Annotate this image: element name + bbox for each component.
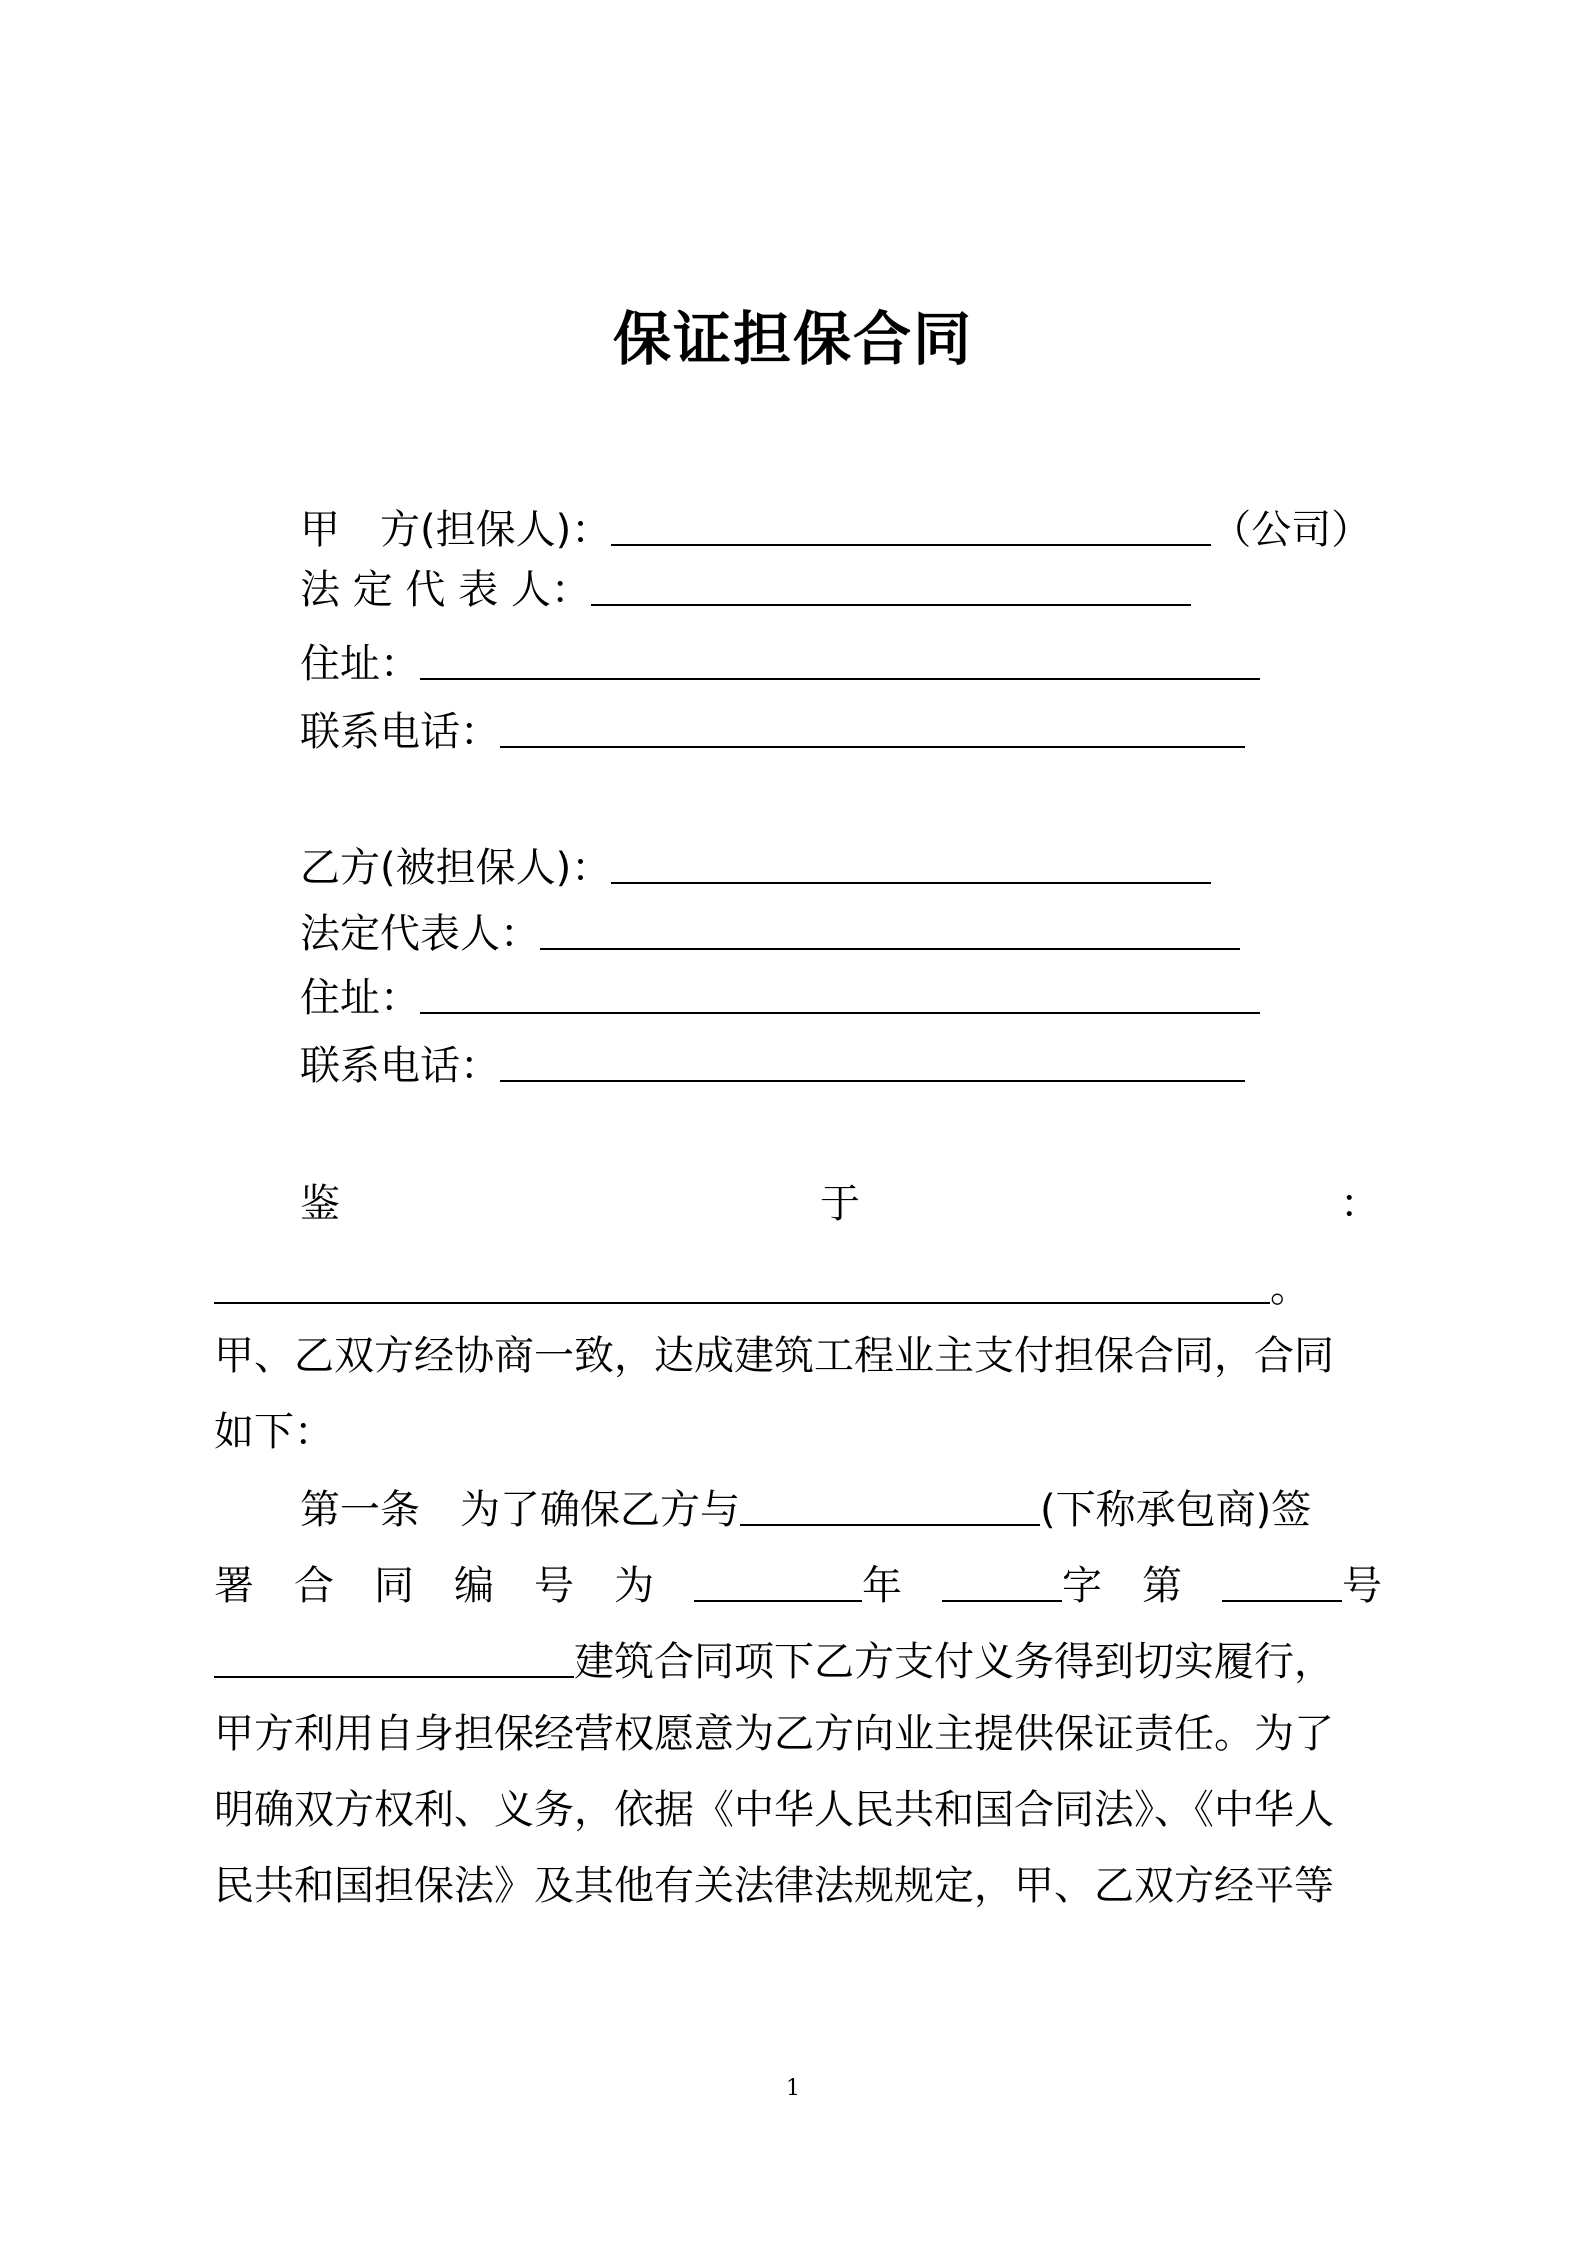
party-a-legal-rep-label: 法 定 代 表 人： xyxy=(300,567,591,613)
character-group xyxy=(942,1560,1102,1612)
number-group xyxy=(1222,1560,1382,1612)
page-number: 1 xyxy=(786,2076,800,2101)
whereas-blank-row xyxy=(214,1262,1310,1314)
article-1-seg-1: 第一条 为了确保乙方与 xyxy=(300,1487,740,1533)
article-1-year: 年 xyxy=(862,1563,902,1609)
party-b-label: 乙方(被担保人)： xyxy=(300,845,612,891)
article-1-char-5: 为 xyxy=(614,1563,654,1609)
party-a-phone-label: 联系电话： xyxy=(300,709,500,755)
party-b-legal-rep-blank[interactable] xyxy=(540,944,1240,950)
year-group xyxy=(694,1560,902,1612)
party-b-legal-rep-label: 法定代表人： xyxy=(300,911,540,957)
article-1-line-5: 明确双方权利、义务，依据《中华人民共和国合同法》、《中华人 xyxy=(214,1787,1334,1833)
article-1-char-1: 合 xyxy=(294,1563,334,1609)
party-b-address-row xyxy=(300,972,1260,1024)
party-b-legal-rep-row xyxy=(300,908,1240,960)
whereas-end-mark: 。 xyxy=(1270,1265,1310,1311)
character-blank[interactable] xyxy=(942,1596,1062,1602)
party-a-phone-row xyxy=(300,706,1245,758)
article-1-line-1 xyxy=(300,1484,1311,1536)
party-a-label: 甲 方(担保人)： xyxy=(300,507,612,553)
party-a-legal-rep-row xyxy=(300,564,1191,616)
party-b-address-label: 住址： xyxy=(300,975,420,1021)
article-1-hao: 号 xyxy=(1342,1563,1382,1609)
article-1-seg-2: (下称承包商)签 xyxy=(1040,1487,1312,1533)
whereas-char-1: 鉴 xyxy=(300,1181,340,1227)
party-b-phone-label: 联系电话： xyxy=(300,1043,500,1089)
party-a-address-blank[interactable] xyxy=(420,674,1260,680)
article-1-zi: 字 xyxy=(1062,1563,1102,1609)
party-a-legal-rep-blank[interactable] xyxy=(591,600,1191,606)
intro-line-1: 甲、乙双方经协商一致，达成建筑工程业主支付担保合同，合同 xyxy=(214,1333,1334,1379)
party-a-row xyxy=(300,504,1371,556)
contract-number-blank[interactable] xyxy=(214,1672,574,1678)
whereas-char-2: 于 xyxy=(820,1181,860,1227)
party-b-name-blank[interactable] xyxy=(611,878,1211,884)
whereas-row xyxy=(300,1178,1380,1230)
contractor-blank[interactable] xyxy=(740,1520,1040,1526)
article-1-char-2: 同 xyxy=(374,1563,414,1609)
article-1-seg-7: 建筑合同项下乙方支付义务得到切实履行， xyxy=(574,1639,1334,1685)
party-b-address-blank[interactable] xyxy=(420,1008,1260,1014)
article-1-char-3: 编 xyxy=(454,1563,494,1609)
article-1-line-6: 民共和国担保法》及其他有关法律法规规定，甲、乙双方经平等 xyxy=(214,1863,1334,1909)
party-a-address-row xyxy=(300,638,1260,690)
article-1-line-2 xyxy=(214,1560,1382,1612)
document-title: 保证担保合同 xyxy=(612,305,973,373)
article-1-char-4: 号 xyxy=(534,1563,574,1609)
whereas-colon: ： xyxy=(1340,1181,1380,1227)
article-1-char-0: 署 xyxy=(214,1563,254,1609)
year-blank[interactable] xyxy=(694,1596,862,1602)
whereas-blank[interactable] xyxy=(214,1298,1270,1304)
party-a-name-blank[interactable] xyxy=(611,540,1211,546)
article-1-line-4: 甲方利用自身担保经营权愿意为乙方向业主提供保证责任。为了 xyxy=(214,1711,1334,1757)
party-a-suffix: （公司） xyxy=(1211,507,1372,553)
article-1-di: 第 xyxy=(1142,1563,1182,1609)
party-a-phone-blank[interactable] xyxy=(500,742,1245,748)
article-1-line-3 xyxy=(214,1636,1334,1688)
party-a-address-label: 住址： xyxy=(300,641,420,687)
number-blank[interactable] xyxy=(1222,1596,1342,1602)
party-b-phone-row xyxy=(300,1040,1245,1092)
party-b-phone-blank[interactable] xyxy=(500,1076,1245,1082)
party-b-row xyxy=(300,842,1211,894)
intro-line-2: 如下： xyxy=(214,1409,334,1455)
